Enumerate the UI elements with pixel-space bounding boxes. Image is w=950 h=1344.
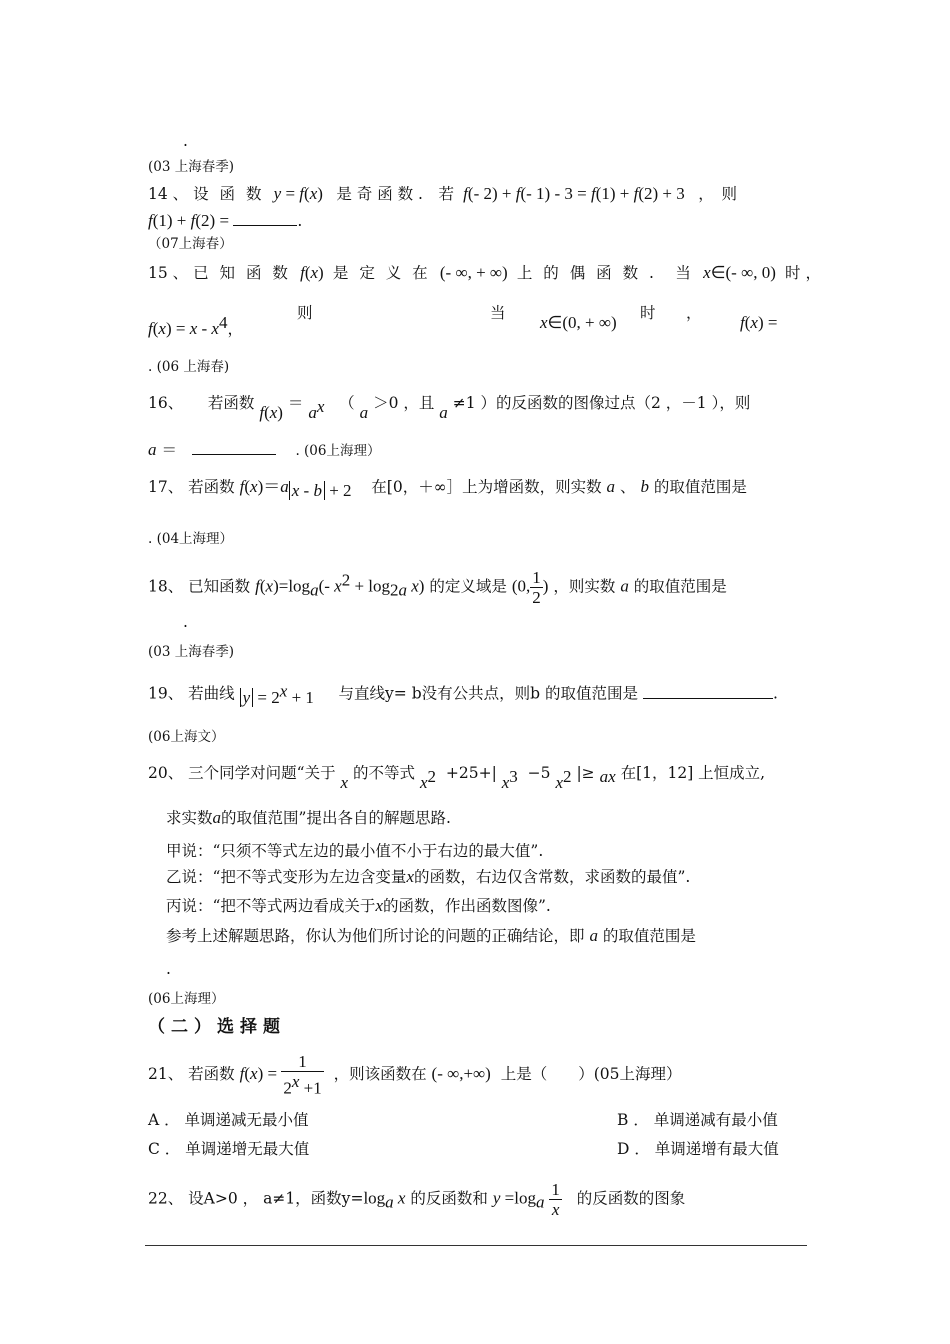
question-text: ＝ bbox=[287, 394, 304, 413]
question-15: 15 、 已 知 函 数 f(x) 是 定 义 在 (- ∞, + ∞) 上 的 偶 函 数 . 当 x∈(- ∞, 0) 时 ， bbox=[148, 263, 821, 282]
question-18: 18、 已知函数 $f(x)=\log_a(-$ $x^2 + \log_{2a} x$) 的定义域是 (0, $\frac{1}{2}$ ) ，则实数 a 的取值范围是 bbox=[148, 568, 727, 607]
statement-ref: 参考上述解题思路，你认为他们所讨论的问题的正确结论，即 a 的取值范围是 bbox=[166, 926, 696, 945]
section-heading: （二）选择题 bbox=[148, 1017, 286, 1037]
question-text: 、 bbox=[619, 478, 636, 496]
question-number: 22、 bbox=[148, 1189, 184, 1208]
question-text: 设A>0 ， bbox=[188, 1189, 259, 1208]
question-text: −5 bbox=[527, 764, 551, 783]
source-label: (03 上海春季) bbox=[148, 159, 235, 175]
question-text: 的反函数的图象 bbox=[576, 1189, 686, 1208]
question-text: 在[0，＋∞］上为增函数，则实数 bbox=[371, 478, 602, 496]
question-number: 21、 bbox=[148, 1064, 184, 1083]
question-text: 已 知 函 数 bbox=[193, 264, 291, 282]
math-expression: x∈(0, + ∞) bbox=[540, 313, 617, 332]
question-text: ， bbox=[686, 304, 702, 322]
question-19: 19、 若曲线 $y = 2^x + 1$ 与直线y= b没有公共点，则b 的取值范围是 . bbox=[148, 681, 778, 707]
question-text: 当 bbox=[490, 304, 506, 322]
question-text: 是 奇 函 数 . 若 bbox=[336, 185, 454, 203]
question-22: 22、 设A>0 ， a≠1，函数$y=\log_a$ x 的反函数和 $y =\log_a$ $\frac{1}{x}$ 的反函数的图象 bbox=[148, 1180, 686, 1219]
question-text: a≠1，函数y= bbox=[263, 1189, 364, 1208]
question-number: 20、 bbox=[148, 764, 184, 783]
question-number: 16、 bbox=[148, 394, 184, 413]
statement-bing: 丙说：“把不等式两边看成关于x的函数，作出函数图像”. bbox=[166, 896, 551, 915]
option-a[interactable]: A ． 单调递减无最小值 bbox=[148, 1111, 309, 1129]
question-text: 已知函数 bbox=[188, 577, 251, 596]
question-20: 20、 三个同学对问题“关于 x 的不等式 $x^2 +25+|$ $x^3 -5$ $x^2$ |≥ ax 在[1，12] 上恒成立, bbox=[148, 764, 766, 793]
question-text: 时 bbox=[640, 304, 656, 322]
question-text: 的取值范围是 bbox=[602, 927, 696, 945]
source-label: (06上海理） bbox=[148, 991, 225, 1007]
question-number: 15 、 bbox=[148, 264, 189, 282]
question-text: 的不等式 bbox=[353, 764, 416, 783]
question-14: 14 、 设 函 数 y = f(x) 是 奇 函 数 . 若 f(- 2) + f(- 1) - 3 = f(1) + f(2) + 3 ， 则 bbox=[148, 184, 737, 203]
question-number: 18、 bbox=[148, 577, 184, 596]
question-text: 三个同学对问题“关于 bbox=[188, 764, 336, 783]
question-16: 16、 若函数 $f(x) = a^x$ （ a ＞0 ，且 a ≠1 ）的反函数的图像过点（2 ，－1 ），则 bbox=[148, 394, 751, 423]
footer-divider bbox=[145, 1245, 807, 1246]
question-text: 乙说：“把不等式变形为左边含变量 bbox=[166, 868, 407, 886]
question-text: 设 函 数 bbox=[193, 185, 265, 203]
question-text: ， 则 bbox=[698, 185, 737, 203]
statement-jia: 甲说：“只须不等式左边的最小值不小于右边的最大值”. bbox=[166, 842, 544, 860]
source-label: (03 上海春季) bbox=[148, 644, 235, 660]
source-label: . (04上海理） bbox=[148, 531, 234, 547]
question-text: 上是（ ）(05上海理） bbox=[500, 1064, 682, 1083]
stray-dot: . bbox=[166, 960, 171, 978]
question-20-line2: 求实数a的取值范围”提出各自的解题思路. bbox=[166, 808, 451, 827]
answer-blank[interactable] bbox=[643, 684, 773, 699]
answer-blank[interactable] bbox=[192, 440, 276, 455]
question-number: 14 、 bbox=[148, 185, 189, 203]
option-d[interactable]: D ． 单调递增有最大值 bbox=[617, 1140, 779, 1158]
question-text: 在[1，12] 上恒成立, bbox=[620, 764, 766, 783]
question-text: 上 的 偶 函 数 . 当 bbox=[516, 264, 694, 282]
question-text: 的定义域是 bbox=[429, 577, 507, 596]
source-label: （07上海春） bbox=[148, 236, 233, 252]
question-16-line2 bbox=[148, 439, 380, 462]
question-text: 的取值范围”提出各自的解题思路. bbox=[221, 809, 451, 827]
question-text: . bbox=[772, 684, 778, 703]
question-text: 若函数 bbox=[188, 1064, 235, 1083]
variable: a bbox=[148, 440, 157, 459]
question-text: ＝ bbox=[161, 441, 177, 459]
source-label: . (06上海理） bbox=[295, 443, 381, 459]
source-label: (06上海文） bbox=[148, 729, 225, 745]
question-text: 则 bbox=[297, 304, 313, 322]
question-text: 参考上述解题思路，你认为他们所讨论的问题的正确结论，即 bbox=[166, 927, 585, 945]
question-text: 的函数，右边仅含常数，求函数的最值”. bbox=[413, 868, 691, 886]
question-text: 求实数 bbox=[166, 809, 213, 827]
question-15-line2: $f(x) = x - x^4$， bbox=[148, 313, 243, 339]
question-text: 时 ， bbox=[785, 264, 821, 282]
stray-dot: . bbox=[183, 613, 188, 631]
question-text: ≠1 ）的反函数的图像过点（2 ，－1 ），则 bbox=[452, 394, 751, 413]
statement-yi: 乙说：“把不等式变形为左边含变量x的函数，右边仅含常数，求函数的最值”. bbox=[166, 867, 691, 886]
question-text: 若函数 bbox=[207, 394, 255, 413]
question-text: 的取值范围是 bbox=[653, 478, 747, 496]
question-text: 的取值范围是 bbox=[633, 577, 727, 596]
question-text: 丙说：“把不等式两边看成关于 bbox=[166, 897, 376, 915]
math-expression: f(x) = bbox=[740, 313, 778, 332]
question-number: 19、 bbox=[148, 684, 184, 703]
question-text: 若曲线 bbox=[188, 684, 235, 703]
question-number: 17、 bbox=[148, 478, 184, 496]
question-text: 与直线y= b没有公共点，则b 的取值范围是 bbox=[338, 684, 638, 703]
question-14-line2: f(1) + f(2) = . bbox=[148, 211, 303, 230]
stray-dot: . bbox=[183, 132, 188, 150]
question-text: ＞0 ，且 bbox=[373, 394, 435, 413]
question-17: 17、 若函数 f(x)＝a x - b + 2 在[0，＋∞］上为增函数，则实数 a 、 b 的取值范围是 bbox=[148, 477, 747, 500]
question-text: 若函数 bbox=[188, 478, 235, 496]
option-b[interactable]: B ． 单调递减有最小值 bbox=[617, 1111, 778, 1129]
source-label: . (06 上海春) bbox=[148, 359, 230, 375]
question-text: ，则该函数在 bbox=[333, 1064, 427, 1083]
option-c[interactable]: C ． 单调递增无最大值 bbox=[148, 1140, 310, 1158]
question-text: 的函数，作出函数图像”. bbox=[382, 897, 551, 915]
question-21: 21、 若函数 f(x) = $\frac{1}{2^x +1}$ ，则该函数在 (- ∞,+∞) 上是（ ）(05上海理） bbox=[148, 1052, 682, 1098]
question-text: 的反函数和 bbox=[410, 1189, 488, 1208]
question-text: |≥ bbox=[576, 764, 595, 783]
question-text: ，则实数 bbox=[553, 577, 616, 596]
question-text: （ bbox=[339, 394, 355, 413]
question-text: 是 定 义 在 bbox=[332, 264, 431, 282]
question-text: +25+| bbox=[445, 764, 497, 783]
answer-blank[interactable] bbox=[233, 211, 297, 226]
